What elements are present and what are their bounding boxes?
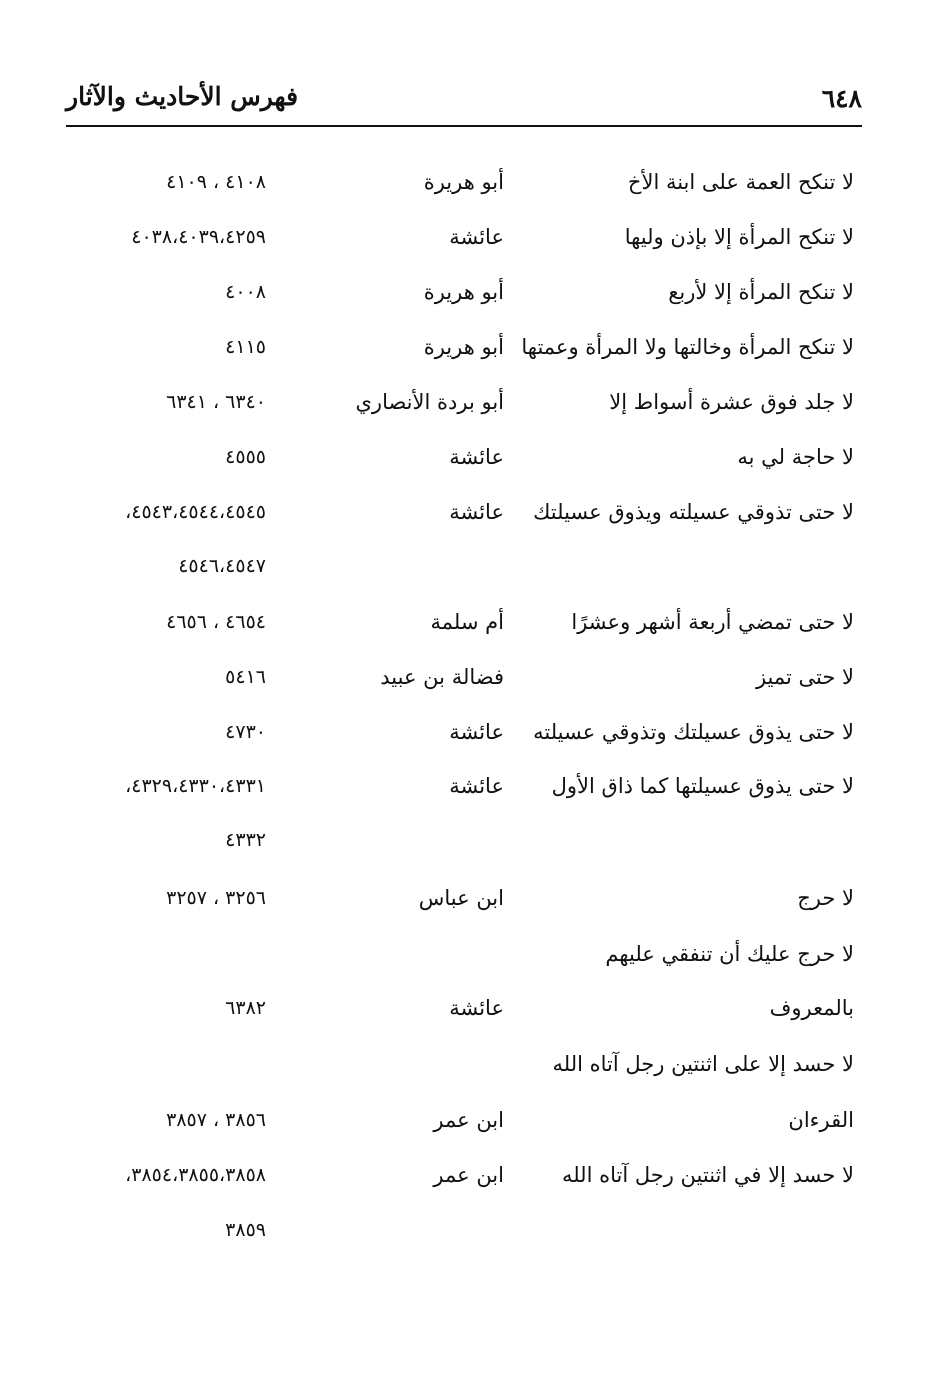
running-title: فهرس الأحاديث والآثار [66, 82, 299, 111]
index-entry-continuation [0, 988, 932, 1028]
narrator: عائشة [449, 720, 504, 744]
hadith-numbers: ٣٨٥٤،٣٨٥٥،٣٨٥٨، [125, 1164, 266, 1186]
hadith-text: لا حتى يذوق عسيلتها كما ذاق الأول [551, 774, 854, 798]
index-entry [0, 217, 932, 257]
hadith-numbers: ٤٦٥٤ ، ٤٦٥٦ [166, 611, 266, 633]
index-entry [0, 492, 932, 532]
narrator: أبو هريرة [423, 170, 504, 194]
narrator: أبو هريرة [423, 335, 504, 359]
hadith-numbers: ٥٤١٦ [225, 666, 266, 688]
narrator: ابن عمر [433, 1108, 504, 1132]
hadith-text: لا حسد إلا على اثنتين رجل آتاه الله [552, 1052, 854, 1076]
narrator: ابن عباس [418, 886, 504, 910]
hadith-text: لا حتى يذوق عسيلتك وتذوقي عسيلته [533, 720, 854, 744]
narrator: عائشة [449, 445, 504, 469]
index-entry-continuation [0, 1100, 932, 1140]
narrator: أبو بردة الأنصاري [355, 390, 504, 414]
hadith-numbers: ٦٣٤٠ ، ٦٣٤١ [166, 391, 266, 413]
narrator: عائشة [449, 774, 504, 798]
index-entry [0, 162, 932, 202]
narrator: أبو هريرة [423, 280, 504, 304]
hadith-text: لا حتى تذوقي عسيلته ويذوق عسيلتك [533, 500, 854, 524]
hadith-numbers: ٦٣٨٢ [225, 997, 266, 1019]
hadith-text: لا حتى تمضي أربعة أشهر وعشرًا [571, 610, 854, 634]
narrator: أم سلمة [430, 610, 504, 634]
index-entry [0, 327, 932, 367]
hadith-text: لا تنكح العمة على ابنة الأخ [627, 170, 854, 194]
hadith-numbers: ٤٥٤٣،٤٥٤٤،٤٥٤٥، [125, 501, 266, 523]
hadith-text: لا تنكح المرأة إلا لأربع [668, 280, 854, 304]
index-entry [0, 878, 932, 918]
hadith-text: لا حرج عليك أن تنفقي عليهم [605, 942, 854, 966]
index-entry [0, 437, 932, 477]
narrator: ابن عمر [433, 1163, 504, 1187]
index-entry [0, 766, 932, 806]
narrator: عائشة [449, 500, 504, 524]
index-entry [0, 602, 932, 642]
index-entry [0, 1044, 932, 1084]
hadith-text: بالمعروف [769, 996, 854, 1020]
index-entry-continuation [0, 820, 932, 860]
hadith-text: لا تنكح المرأة إلا بإذن وليها [624, 225, 854, 249]
hadith-numbers: ٤٥٥٥ [225, 446, 266, 468]
index-entry-continuation [0, 1210, 932, 1250]
hadith-text: لا حتى تميز [755, 665, 854, 689]
hadith-numbers: ٤١١٥ [225, 336, 266, 358]
hadith-numbers: ٤٠٠٨ [225, 281, 266, 303]
hadith-numbers: ٤٣٢٩،٤٣٣٠،٤٣٣١، [125, 775, 266, 797]
index-entry [0, 1155, 932, 1195]
hadith-text: لا حسد إلا في اثنتين رجل آتاه الله [561, 1163, 854, 1187]
index-entry [0, 382, 932, 422]
hadith-text: لا حرج [797, 886, 854, 910]
hadith-numbers: ٤٥٤٦،٤٥٤٧ [178, 555, 266, 577]
index-entry [0, 657, 932, 697]
hadith-text: لا جلد فوق عشرة أسواط إلا [609, 390, 854, 414]
hadith-numbers: ٤٠٣٨،٤٠٣٩،٤٢٥٩ [131, 226, 266, 248]
hadith-numbers: ٤١٠٨ ، ٤١٠٩ [166, 171, 266, 193]
narrator: عائشة [449, 996, 504, 1020]
narrator: عائشة [449, 225, 504, 249]
hadith-numbers: ٤٣٣٢ [225, 829, 266, 851]
hadith-numbers: ٣٨٥٦ ، ٣٨٥٧ [166, 1109, 266, 1131]
hadith-numbers: ٤٧٣٠ [225, 721, 266, 743]
index-entry [0, 272, 932, 312]
hadith-text: لا تنكح المرأة وخالتها ولا المرأة وعمتها [521, 335, 854, 359]
page-number: ٦٤٨ [821, 84, 862, 113]
hadith-numbers: ٣٨٥٩ [225, 1219, 266, 1241]
hadith-text: لا حاجة لي به [737, 445, 854, 469]
index-entry-continuation [0, 546, 932, 586]
hadith-text: القرءان [788, 1108, 854, 1132]
index-entry [0, 934, 932, 974]
narrator: فضالة بن عبيد [380, 665, 504, 689]
hadith-numbers: ٣٢٥٦ ، ٣٢٥٧ [166, 887, 266, 909]
index-entry [0, 712, 932, 752]
